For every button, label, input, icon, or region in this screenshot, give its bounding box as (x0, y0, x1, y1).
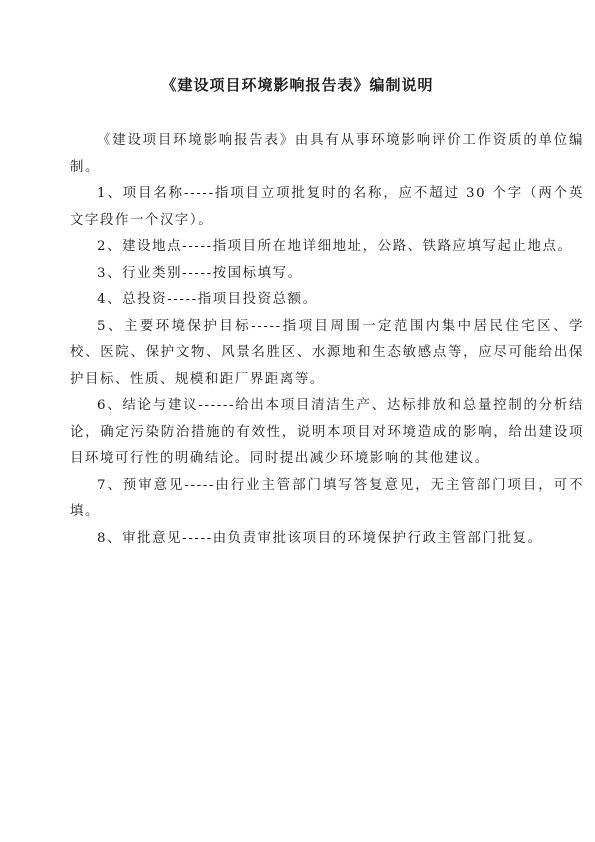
item-2-construction-site: 2、建设地点-----指项目所在地详细地址，公路、铁路应填写起止地点。 (97, 239, 573, 254)
item-8-approval-opinion: 8、审批意见-----由负责审批该项目的环境保护行政主管部门批复。 (97, 530, 543, 546)
item-3-industry-category: 3、行业类别-----按国标填写。 (97, 265, 303, 281)
document-title: 《建设项目环境影响报告表》编制说明 (161, 76, 434, 94)
item-7-preliminary-review: 7、预审意见-----由行业主管部门填写答复意见，无主管部门项目，可不填。 (70, 477, 584, 519)
item-4-total-investment: 4、总投资-----指项目投资总额。 (97, 292, 318, 307)
item-5-protection-targets: 5、主要环境保护目标-----指项目周围一定范围内集中居民住宅区、学校、医院、保护文物、风景名胜区、水源地和生态敏感点等，应尽可能给出保护目标、性质、规模和距厂界距离等。 (70, 318, 584, 387)
item-1-project-name: 1、项目名称-----指项目立项批复时的名称，应不超过 30 个字（两个英文字段作一个汉字）。 (70, 186, 584, 228)
item-6-conclusions: 6、结论与建议------给出本项目清洁生产、达标排放和总量控制的分析结论，确定污染防治措施的有效性，说明本项目对环境造成的影响，给出建设项目环境可行性的明确结论。同时提出减少环境影响的其他建议。 (70, 398, 584, 466)
intro-paragraph: 《建设项目环境影响报告表》由具有从事环境影响评价工作资质的单位编制。 (70, 133, 584, 175)
document-body (70, 128, 584, 552)
